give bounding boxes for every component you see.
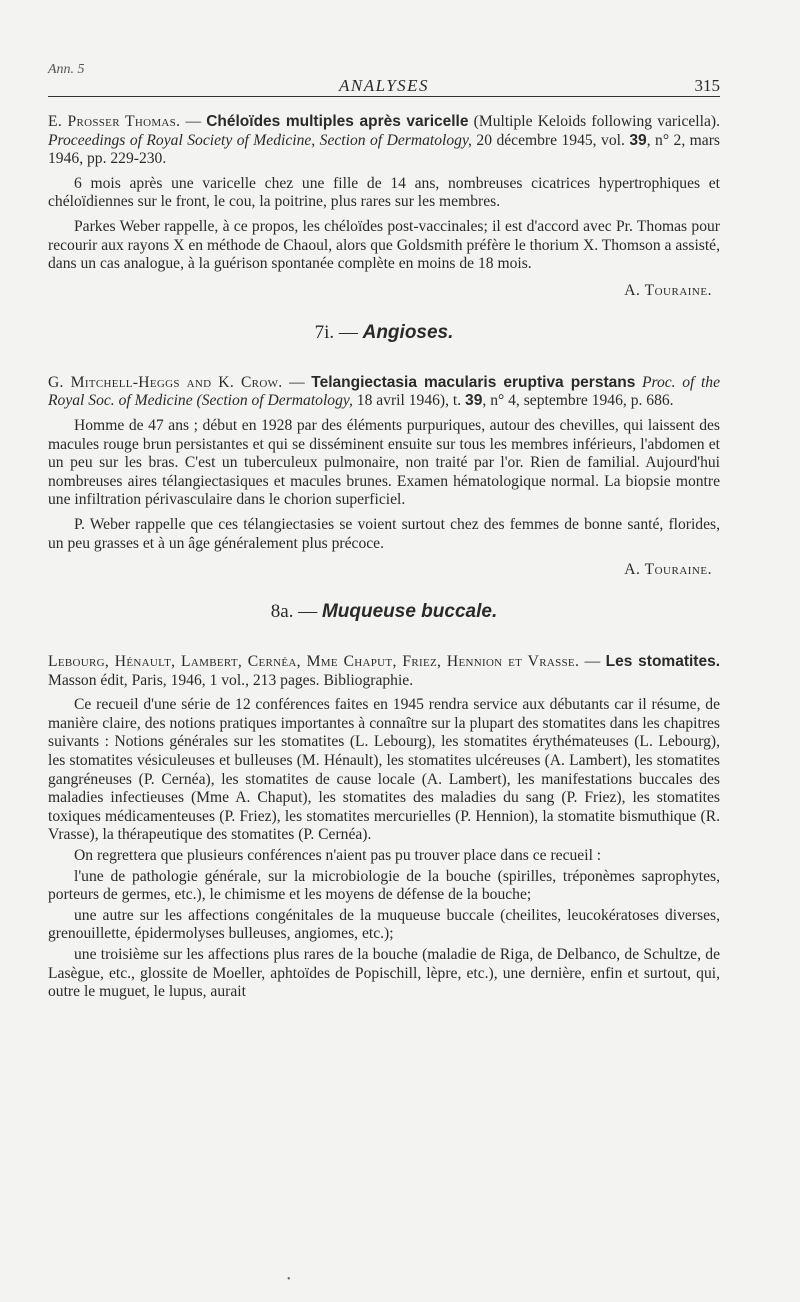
- citation-authors: G. Mitchell-Heggs and K. Crow.: [48, 373, 283, 391]
- abstract-entry-keloids: [48, 113, 720, 300]
- citation-journal: Proc. of the Royal Soc. of Medicine (Section of Dermatology,: [48, 373, 720, 410]
- citation-pages: , n° 2, mars 1946, pp. 229-230.: [48, 131, 720, 168]
- section-heading-angioses: [48, 322, 720, 344]
- journal-page: [48, 62, 720, 1002]
- citation-authors: E. Prosser Thomas.: [48, 113, 181, 130]
- abstract-paragraph: Ce recueil d'une série de 12 conférences faites en 1945 rendra service aux débutants car il résume, de manière claire, des notions pratiques importantes à connaître sur la plupart des stomatites dans les chapitres suivants : Notions générales sur les stomatites (L. Lebourg), les stomatites érythémateuses (L. Lebourg), les stomatites vésiculeuses et bulleuses (M. Hénault), les stomatites ulcéreuses (A. Lambert), les stomatites gangréneuses (P. Cernéa), les stomatites de cause locale (A. Lambert), les manifestations buccales des maladies infectieuses (Mme A. Chaput), les stomatites des maladies du sang (P. Friez), les stomatites toxiques médicamenteuses (P. Friez), les stomatites mercurielles (P. Hennion), la stomatite bismuthique (R. Vrasse), la thérapeutique des stomatites (P. Cernéa).: [48, 696, 720, 844]
- citation-journal: Proceedings of Royal Society of Medicine, Section of Dermatology,: [48, 131, 472, 149]
- abstract-paragraph: P. Weber rappelle que ces télangiectasies se voient surtout chez des femmes de bonne santé, florides, un peu grasses et à un âge généralement plus précoce.: [48, 515, 720, 552]
- citation-title: Les stomatites.: [605, 653, 721, 671]
- citation-dash: —: [282, 373, 312, 391]
- citation-title: Telangiectasia macularis eruptiva perstans: [311, 373, 636, 391]
- section-title: Muqueuse buccale.: [321, 601, 498, 623]
- citation-date: 20 décembre 1945, vol.: [471, 131, 630, 149]
- citation-volume: 39: [629, 131, 647, 149]
- running-head: [48, 62, 720, 97]
- print-mark: •: [287, 1274, 291, 1285]
- abstract-paragraph: 6 mois après une varicelle chez une fille de 14 ans, nombreuses cicatrices hypertrophiques et chéloïdiennes sur le front, le cou, la poitrine, plus rares sur les membres.: [48, 174, 720, 211]
- abstract-paragraph: une troisième sur les affections plus rares de la bouche (maladie de Riga, de Delbanco, de Schultze, de Lasègue, etc., glossite de Moeller, aphtoïdes de Popischill, lèpre, etc.), une dernière, enfin et surtout, qui, outre le muguet, le lupus, aurait: [48, 946, 720, 1001]
- abstract-paragraph: Parkes Weber rappelle, à ce propos, les chéloïdes post-vaccinales; il est d'accord avec Pr. Thomas pour recourir aux rayons X en méthode de Chaoul, alors que Goldsmith préfère le thorium X. Thomson a assisté, dans un cas analogue, à la guérison spontanée complète en moins de 18 mois.: [48, 217, 720, 273]
- abstract-paragraph: une autre sur les affections congénitales de la muqueuse buccale (cheilites, leucokératoses diverses, grenouillette, épidermolyses bulleuses, angiomes, etc.);: [48, 906, 720, 943]
- page-number: 315: [694, 76, 720, 95]
- citation: [48, 374, 720, 411]
- section-title: Angioses.: [362, 321, 454, 343]
- citation-authors: Lebourg, Hénault, Lambert, Cernéa, Mme Chaput, Friez, Hennion et Vrasse.: [48, 653, 580, 671]
- abstract-entry-stomatites: [48, 653, 720, 1002]
- reviewer-signature: A. Touraine.: [624, 561, 712, 579]
- reviewer-signature: A. Touraine.: [624, 281, 712, 299]
- section-dash: —: [334, 321, 363, 343]
- abstract-paragraph: l'une de pathologie générale, sur la microbiologie de la bouche (spirilles, tréponèmes saprophytes, porteurs de germes, etc.), le chimisme et les moyens de défense de la bouche;: [48, 867, 720, 904]
- citation-pages: , n° 4, septembre 1946, p. 686.: [482, 392, 674, 410]
- citation-title: Chéloïdes multiples après varicelle: [206, 113, 469, 130]
- citation: [48, 653, 720, 690]
- citation-publisher: Masson édit, Paris, 1946, 1 vol., 213 pages. Bibliographie.: [48, 671, 414, 689]
- citation-original-title: (Multiple Keloids following varicella).: [468, 113, 720, 130]
- section-dash: —: [293, 601, 322, 623]
- citation-date: 18 avril 1946), t.: [352, 392, 466, 410]
- running-title: ANALYSES: [338, 76, 430, 95]
- issue-marker: Ann. 5: [48, 62, 85, 77]
- abstract-paragraph: On regrettera que plusieurs conférences n'aient pas pu trouver place dans ce recueil :: [74, 847, 602, 865]
- citation-dash: —: [180, 113, 207, 130]
- section-number: 8a.: [270, 601, 294, 623]
- citation-volume: 39: [465, 392, 483, 410]
- abstract-entry-telangiectasia: [48, 374, 720, 579]
- citation-dash: —: [579, 653, 606, 671]
- abstract-paragraph: Homme de 47 ans ; début en 1928 par des éléments purpuriques, autour des chevilles, qui laissent des macules rouge brun persistantes et qui se disséminent ensuite sur tous les membres inférieurs, l'abdomen et un peu sur les bras. C'est un tuberculeux pulmonaire, non traité par l'or. Rien de familial. Aujourd'hui nombreuses aires télangiectasiques et macules brunes. Examen hématologique normal. La biopsie montre une infiltration périvasculaire dans le chorion superficiel.: [48, 416, 720, 509]
- section-heading-muqueuse-buccale: [48, 601, 720, 623]
- section-number: 7i.: [314, 321, 335, 343]
- citation: [48, 113, 720, 169]
